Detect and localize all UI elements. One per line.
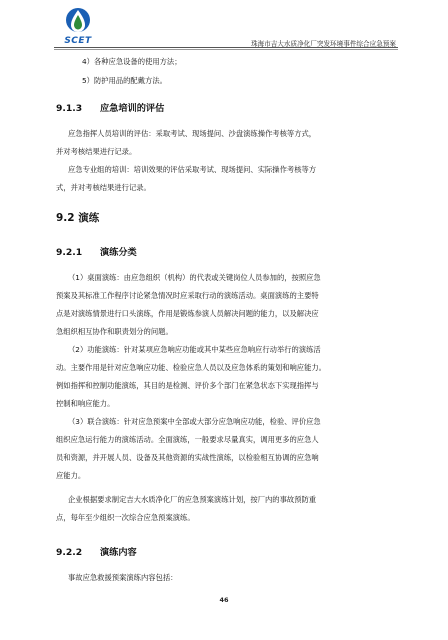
section-title: 应急培训的评估 <box>100 103 165 114</box>
paragraph-line: 应急专业组的培训：培训效果的评估采取考试、现场提问、实际操作考核等方 <box>68 165 317 174</box>
header-title: 珠海市吉大水质净化厂突发环境事件综合应急预案 <box>250 40 396 48</box>
paragraph-line: 控制和响应能力。 <box>56 399 115 408</box>
paragraph-line: 点，每年至少组织一次综合应急预案演练。 <box>56 513 195 522</box>
section-heading-9-2 <box>56 210 99 225</box>
header-divider-thin <box>54 49 398 50</box>
section-heading-9-2-1 <box>56 244 137 258</box>
paragraph-line: 事故应急救援预案演练内容包括： <box>68 573 178 582</box>
paragraph-line: （2）功能演练：针对某项应急响应功能或其中某些应急响应行动举行的演练活 <box>68 345 321 354</box>
paragraph-line: 应能力。 <box>56 471 86 480</box>
section-number: 9.2.2 <box>56 547 83 558</box>
section-title: 演练分类 <box>100 247 137 258</box>
section-heading-9-1-3 <box>56 100 164 114</box>
paragraph-line: 例如指挥和控制功能演练，其目的是检测、评价多个部门在紧急状态下实现指挥与 <box>56 381 319 390</box>
section-number: 9.2 <box>56 212 75 224</box>
paragraph-line: 预案及其标准工作程序讨论紧急情况时应采取行动的演练活动。桌面演练的主要特 <box>56 291 319 300</box>
header-divider <box>54 47 398 48</box>
paragraph-line: 并对考核结果进行记录。 <box>56 147 137 156</box>
logo-text: SCET <box>64 36 92 46</box>
page-number: 46 <box>219 596 229 604</box>
section-number: 9.2.1 <box>56 247 83 258</box>
paragraph-line: 动。主要作用是针对应急响应功能、检验应急人员以及应急体系的策划和响应能力。 <box>56 363 326 372</box>
paragraph-line: 企业根据要求制定吉大水质净化厂的应急预案演练计划，按厂内的事故预防重 <box>68 495 317 504</box>
paragraph-line: 急组织相互协作和职责划分的问题。 <box>56 327 173 336</box>
paragraph-line: 点是对演练情景进行口头演练，作用是锻炼参演人员解决问题的能力，以及解决应 <box>56 309 319 318</box>
paragraph-line: 组织应急运行能力的演练活动。全面演练，一般要求尽量真实，调用更多的应急人 <box>56 435 319 444</box>
section-number: 9.1.3 <box>56 103 83 114</box>
paragraph-line: （1）桌面演练：由应急组织（机构）的代表或关键岗位人员参加的，按照应急 <box>68 273 321 282</box>
section-heading-9-2-2 <box>56 544 137 558</box>
paragraph-line: 应急指挥人员培训的评估：采取考试、现场提问、沙盘演练操作考核等方式， <box>68 129 317 138</box>
list-item: 4）各种应急设备的使用方法； <box>82 57 182 66</box>
section-title: 演练 <box>78 212 100 224</box>
paragraph-line: 式，并对考核结果进行记录。 <box>56 183 151 192</box>
section-title: 演练内容 <box>100 547 137 558</box>
list-item: 5）防护用品的配戴方法。 <box>82 76 167 85</box>
paragraph-line: 员和资源，并开展人员、设备及其他资源的实战性演练，以检验相互协调的应急响 <box>56 453 319 462</box>
paragraph-line: （3）联合演练：针对应急预案中全部或大部分应急响应功能，检验、评价应急 <box>68 417 321 426</box>
